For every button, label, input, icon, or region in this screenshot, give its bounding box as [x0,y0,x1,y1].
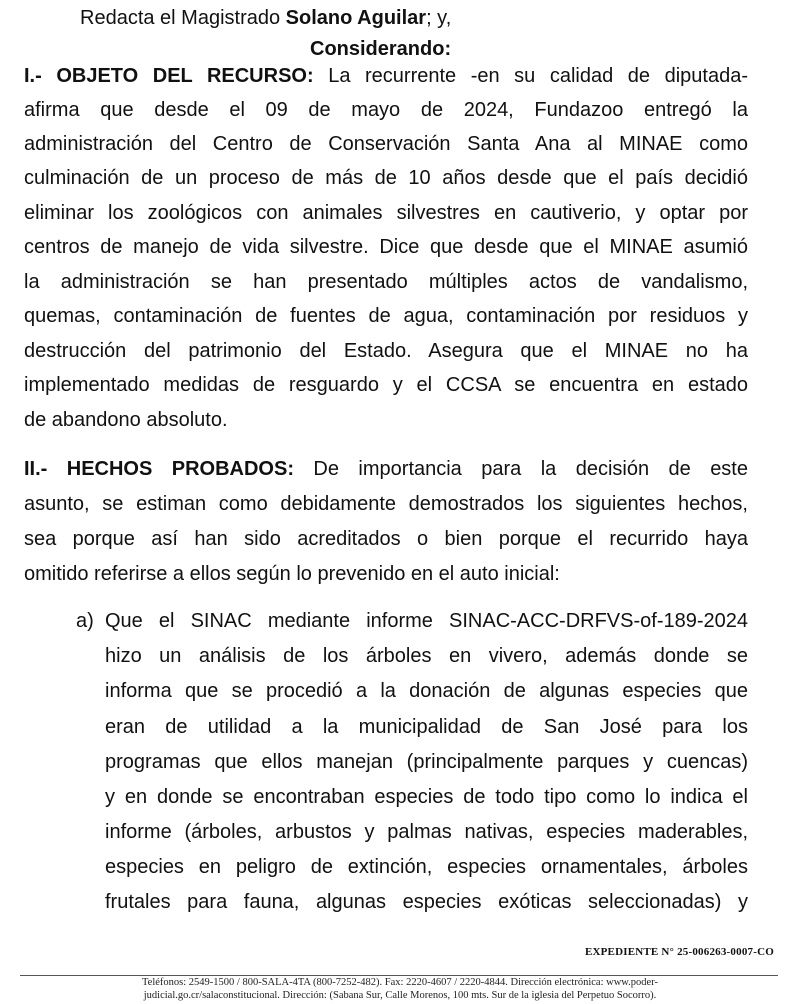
section1-line: la administración se han presentado múltiples actos de vandalismo, [24,271,748,293]
section1-line: eliminar los zoológicos con animales silvestres en cautiverio, y optar por [24,202,748,224]
item-a-line: frutales para fauna, algunas especies exóticas seleccionadas) y [105,891,748,913]
section1-line: culminación de un proceso de más de 10 años desde que el país decidió [24,167,748,189]
section1-line: de abandono absoluto. [24,409,228,431]
section2-heading: II.- HECHOS PROBADOS: [24,458,294,480]
item-a-line: y en donde se encontraban especies de todo tipo como lo indica el [105,786,748,808]
item-a-line: eran de utilidad a la municipalidad de San José para los [105,716,748,738]
footer-line-2: judicial.go.cr/salaconstitucional. Dirección: (Sabana Sur, Calle Morenos, 100 mts. Sur de la iglesia del Perpetuo Socorro). [143,990,657,1001]
footer-line-1: Teléfonos: 2549-1500 / 800-SALA-4TA (800-7252-482). Fax: 2220-4607 / 2220-4844. Dirección electrónica: www.poder- [141,977,658,988]
section1-line: quemas, contaminación de fuentes de agua, contaminación por residuos y [24,305,748,327]
item-a-line: especies en peligro de extinción, especies ornamentales, árboles [105,856,748,878]
magistrate-name: Solano Aguilar [285,7,427,29]
item-a-line: programas que ellos manejan (principalmente parques y cuencas) [105,751,748,773]
item-a-line: informe (árboles, arbustos y palmas nativas, especies maderables, [105,821,748,843]
page-footer [40,976,760,1002]
section1-heading: I.- OBJETO DEL RECURSO: [24,65,314,87]
section2-first-text: De importancia para la decisión de este [294,458,748,480]
expediente-number: EXPEDIENTE N° 25-006263-0007-CO [584,946,774,958]
section1-line: destrucción del patrimonio del Estado. Asegura que el MINAE no ha [24,340,748,362]
item-a-line: hizo un análisis de los árboles en vivero, además donde se [105,645,748,667]
section2-first-line [24,451,748,487]
section1-first-line [24,58,748,94]
section1-line: afirma que desde el 09 de mayo de 2024, Fundazoo entregó la [24,99,748,121]
section2-line: asunto, se estiman como debidamente demostrados los siguientes hechos, [24,493,748,515]
item-a-first-line: Que el SINAC mediante informe SINAC-ACC-DRFVS-of-189-2024 [105,610,748,632]
section1-line: centros de manejo de vida silvestre. Dice que desde que el MINAE asumió [24,236,748,258]
section2-line: omitido referirse a ellos según lo prevenido en el auto inicial: [24,563,560,585]
considerando-heading: Considerando: [310,38,452,60]
intro-prefix: Redacta el Magistrado [80,7,286,29]
section1-line: implementado medidas de resguardo y el CCSA se encuentra en estado [24,374,748,396]
item-a-line: informa que se procedió a la donación de algunas especies que [105,680,748,702]
intro-suffix: ; y, [426,7,452,29]
item-a-marker: a) [76,610,94,632]
section1-line: administración del Centro de Conservación Santa Ana al MINAE como [24,133,748,155]
section2-line: sea porque así han sido acreditados o bien porque el recurrido haya [24,528,748,550]
section1-first-text: La recurrente -en su calidad de diputada- [313,65,748,87]
